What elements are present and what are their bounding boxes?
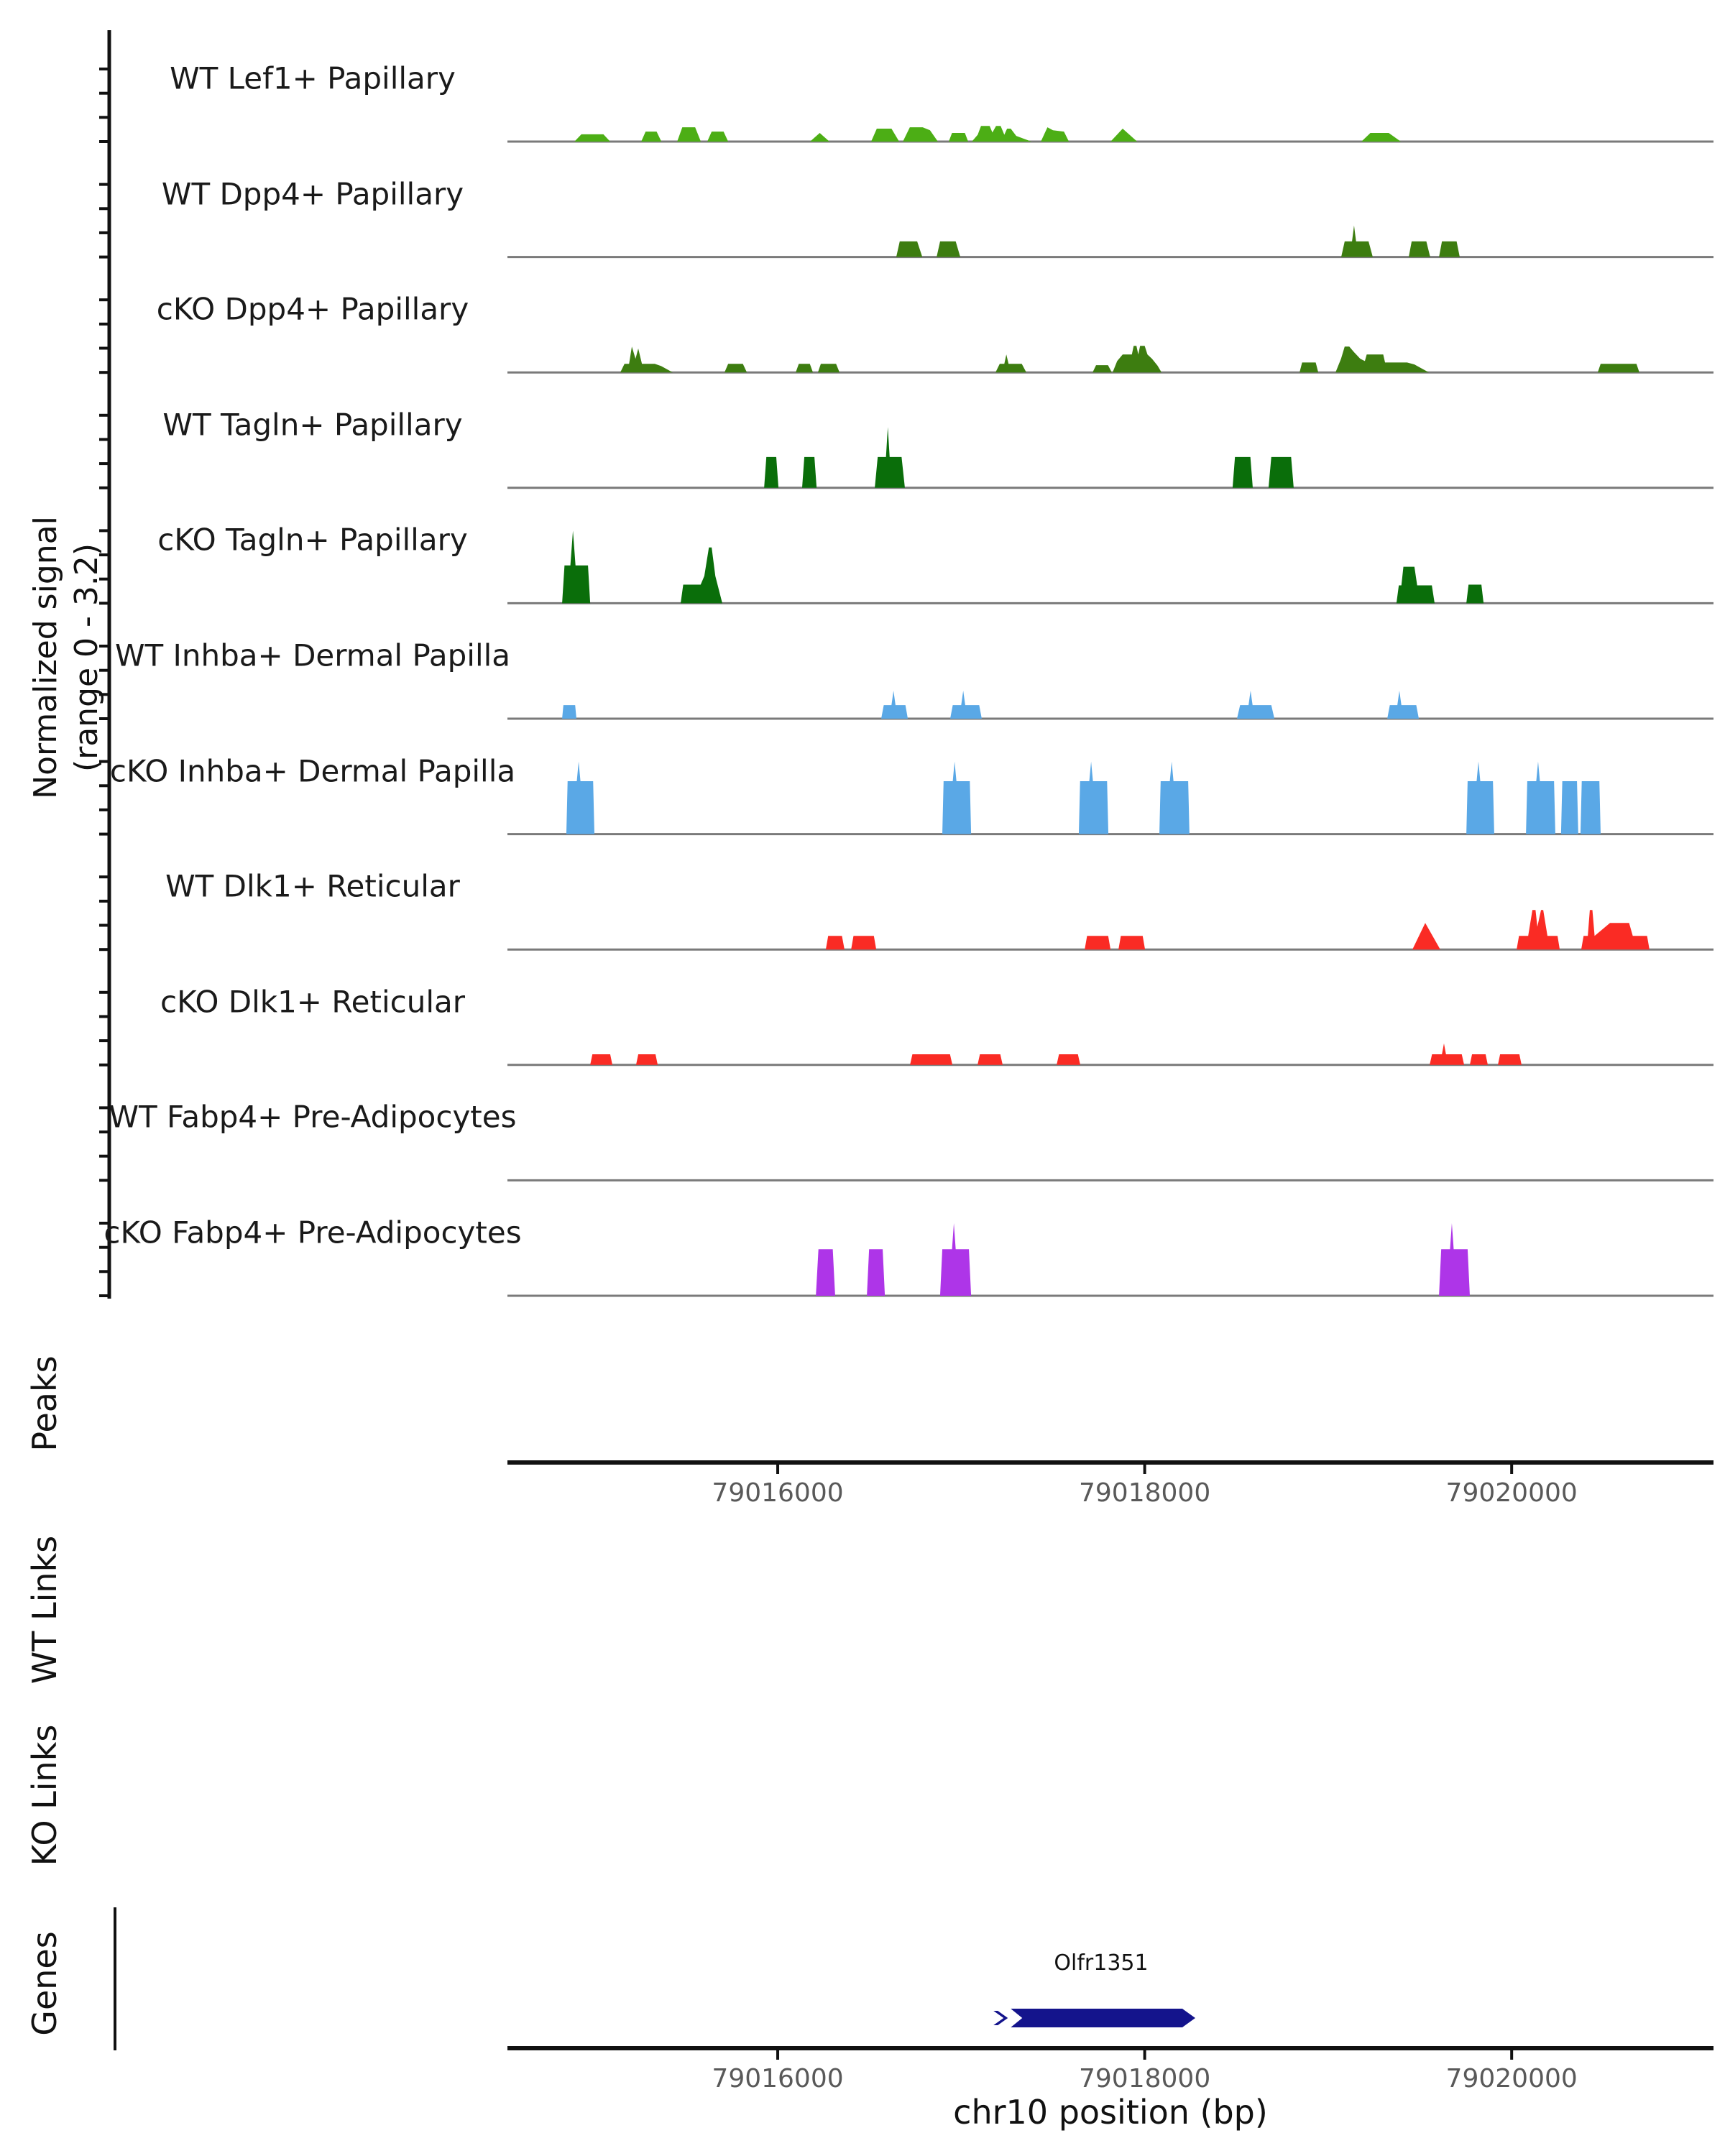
signal-peak [1387,691,1419,719]
track-label: WT Lef1+ Papillary [170,60,456,96]
gene-body [1011,2009,1195,2027]
signal-peak [940,1223,971,1296]
signal-peak [1300,362,1318,372]
section-label-peaks: Peaks [25,1355,64,1452]
signal-peak [636,1054,658,1065]
signal-peak [810,133,829,142]
signal-peak [1079,762,1108,834]
signal-peak [1409,241,1430,257]
signal-peak [950,691,982,719]
signal-peak [1397,567,1435,604]
signal-peak [681,548,722,604]
x-axis-title: chr10 position (bp) [953,2093,1268,2132]
y-axis-title-line2: (range 0 - 3.2) [68,543,105,773]
signal-peak [1341,226,1373,257]
signal-peak [942,762,971,834]
signal-peak [1498,1054,1522,1065]
signal-peak [881,691,908,719]
signal-peak [1561,781,1578,834]
signal-peak [1439,1223,1470,1296]
signal-peak [1110,129,1137,142]
signal-peak [1113,346,1162,372]
signal-peak [1581,781,1601,834]
section-label-ko-links: KO Links [25,1724,64,1866]
signal-peak [1412,923,1440,949]
track-label: cKO Tagln+ Papillary [157,522,468,558]
signal-peak [1085,936,1110,949]
signal-peak [1237,691,1274,719]
bottom-axis-tick-label: 79020000 [1445,2064,1578,2093]
track-label: cKO Fabp4+ Pre-Adipocytes [104,1215,522,1250]
y-axis-title-line1: Normalized signal [27,516,64,799]
signal-peak [903,127,938,142]
bottom-axis-tick-label: 79018000 [1078,2064,1211,2093]
signal-peak [1233,457,1253,488]
signal-peak [707,132,728,142]
track-label: WT Fabp4+ Pre-Adipocytes [109,1099,517,1135]
signal-peak [574,134,610,142]
middle-axis-tick-label: 79016000 [712,1478,844,1508]
signal-peak [1041,127,1069,142]
track-label: WT Tagln+ Papillary [162,407,463,443]
y-axis-title [25,516,107,799]
track-label: cKO Dlk1+ Reticular [160,984,465,1020]
signal-peak [677,127,701,142]
signal-peak [910,1054,952,1065]
track-label: WT Dpp4+ Papillary [161,176,464,212]
signal-peak [764,457,778,488]
signal-peak [1269,457,1294,488]
signal-peak [1430,1044,1464,1065]
signal-peak [1470,1054,1488,1065]
signal-peak [1466,585,1484,604]
signal-peak [590,1054,612,1065]
signal-peak [1581,910,1650,949]
signal-peak [851,936,876,949]
signal-peak [1057,1054,1080,1065]
track-label: cKO Dpp4+ Papillary [156,291,469,327]
signal-peak [1118,936,1145,949]
signal-peak [1361,133,1401,142]
signal-peak [796,364,813,372]
signal-peak [949,133,968,142]
signal-peak [566,762,594,834]
signal-peak [978,1054,1003,1065]
track-label: cKO Inhba+ Dermal Papilla [109,753,516,789]
track-label: WT Inhba+ Dermal Papilla [114,637,511,673]
signal-peak [562,530,590,603]
signal-peak [562,705,576,719]
track-label: WT Dlk1+ Reticular [165,868,460,904]
signal-peak [816,1249,835,1296]
gene-strand-arrow-icon [993,2011,1008,2025]
signal-peak [724,364,747,372]
signal-peak [871,129,899,142]
signal-peak [826,936,845,949]
signal-peak [972,126,1031,142]
bottom-axis-tick-label: 79016000 [712,2064,844,2093]
gene-name-label: Olfr1351 [1054,1950,1149,1976]
signal-peak [1517,910,1560,949]
signal-peak [1439,241,1460,257]
signal-peak [802,457,816,488]
signal-peak [1526,762,1555,834]
signal-peak [896,241,922,257]
section-label-wt-links: WT Links [25,1535,64,1685]
signal-peak [867,1249,885,1296]
signal-peak [937,241,960,257]
signal-peak [1159,762,1190,834]
middle-axis-tick-label: 79018000 [1078,1478,1211,1508]
signal-peak [995,354,1026,372]
signal-peak [620,346,673,372]
signal-peak [1466,762,1494,834]
signal-peak [1335,346,1429,372]
signal-peak [1092,365,1112,372]
signal-peak [818,364,840,372]
signal-peak [1598,364,1639,372]
middle-axis-tick-label: 79020000 [1445,1478,1578,1508]
section-label-genes: Genes [25,1931,64,2036]
signal-peak [641,132,661,142]
signal-peak [875,427,905,488]
